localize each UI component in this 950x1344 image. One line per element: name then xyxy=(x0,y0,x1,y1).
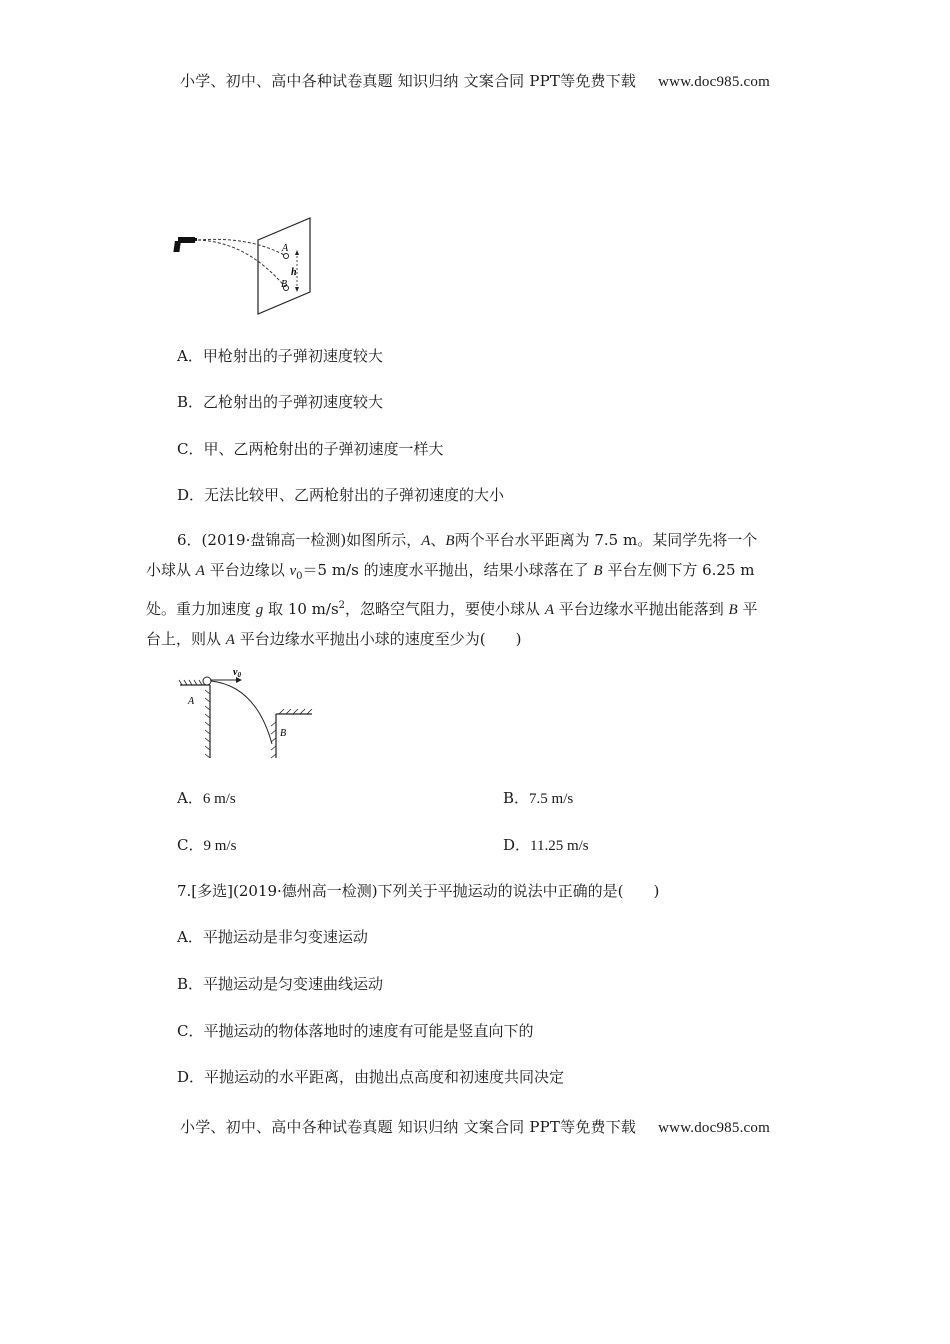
q6-option-d[interactable]: D．11.25 m/s xyxy=(503,836,589,854)
label-b: B xyxy=(281,279,288,290)
q6-option-c[interactable]: C．9 m/s xyxy=(177,836,237,854)
trajectory-b xyxy=(198,240,286,288)
target-board xyxy=(258,218,310,314)
q7-option-d[interactable]: D．平抛运动的水平距离，由抛出点高度和初速度共同决定 xyxy=(177,1068,565,1086)
label-h: h xyxy=(291,267,297,278)
page-header xyxy=(0,70,950,91)
label-platform-b: B xyxy=(280,728,287,739)
q7-stem: 7.[多选](2019·德州高一检测)下列关于平抛运动的说法中正确的是( ) xyxy=(177,882,660,900)
platform-b-hatch xyxy=(271,709,312,758)
platform-a-hatch xyxy=(179,680,210,758)
trajectory-a xyxy=(198,239,286,256)
gun-board-figure xyxy=(170,212,320,320)
q7-option-c[interactable]: C．平抛运动的物体落地时的速度有可能是竖直向下的 xyxy=(177,1022,534,1040)
label-a: A xyxy=(282,243,289,254)
footer-text: 小学、初中、高中各种试卷真题 知识归纳 文案合同 PPT等免费下载 xyxy=(180,1118,637,1136)
footer-url: www.doc985.com xyxy=(658,1120,770,1136)
q5-option-a[interactable]: A．甲枪射出的子弹初速度较大 xyxy=(177,347,383,365)
q5-option-d[interactable]: D．无法比较甲、乙两枪射出的子弹初速度的大小 xyxy=(177,486,505,504)
header-text: 小学、初中、高中各种试卷真题 知识归纳 文案合同 PPT等免费下载 xyxy=(180,72,637,90)
label-platform-a: A xyxy=(188,696,195,707)
label-v0: $v_0$ xyxy=(233,667,241,679)
q7-option-b[interactable]: B．平抛运动是匀变速曲线运动 xyxy=(177,975,384,993)
q5-option-c[interactable]: C．甲、乙两枪射出的子弹初速度一样大 xyxy=(177,440,444,458)
q6-option-a[interactable]: A．6 m/s xyxy=(177,789,236,807)
q7-option-a[interactable]: A．平抛运动是非匀变速运动 xyxy=(177,928,368,946)
q6-line-4: 台上，则从 A 平台边缘水平抛出小球的速度至少为( ) xyxy=(146,630,522,648)
hit-point-a xyxy=(284,254,289,259)
ball xyxy=(203,677,211,685)
q6-option-b[interactable]: B．7.5 m/s xyxy=(503,789,574,807)
header-url: www.doc985.com xyxy=(658,74,770,90)
ball-trajectory xyxy=(211,681,272,744)
q6-line-1: 6．(2019·盘锦高一检测)如图所示，A、B两个平台水平距离为 7.5 m。某同学先将一个 xyxy=(177,531,758,549)
q6-line-3: 处。重力加速度 g 取 10 $m/s^2$，忽略空气阻力，要使小球从 A 平台边缘水平抛出能落到 B 平 xyxy=(146,600,758,618)
q6-stem xyxy=(146,526,810,655)
platform-figure xyxy=(176,664,318,762)
q5-option-b[interactable]: B．乙枪射出的子弹初速度较大 xyxy=(177,393,384,411)
page-footer xyxy=(0,1116,950,1137)
gun-icon xyxy=(173,237,197,252)
q6-line-2: 小球从 A 平台边缘以 $v_0=5$ m/s 的速度水平抛出，结果小球落在了 B 平台左侧下方 6.25 m xyxy=(146,561,755,582)
